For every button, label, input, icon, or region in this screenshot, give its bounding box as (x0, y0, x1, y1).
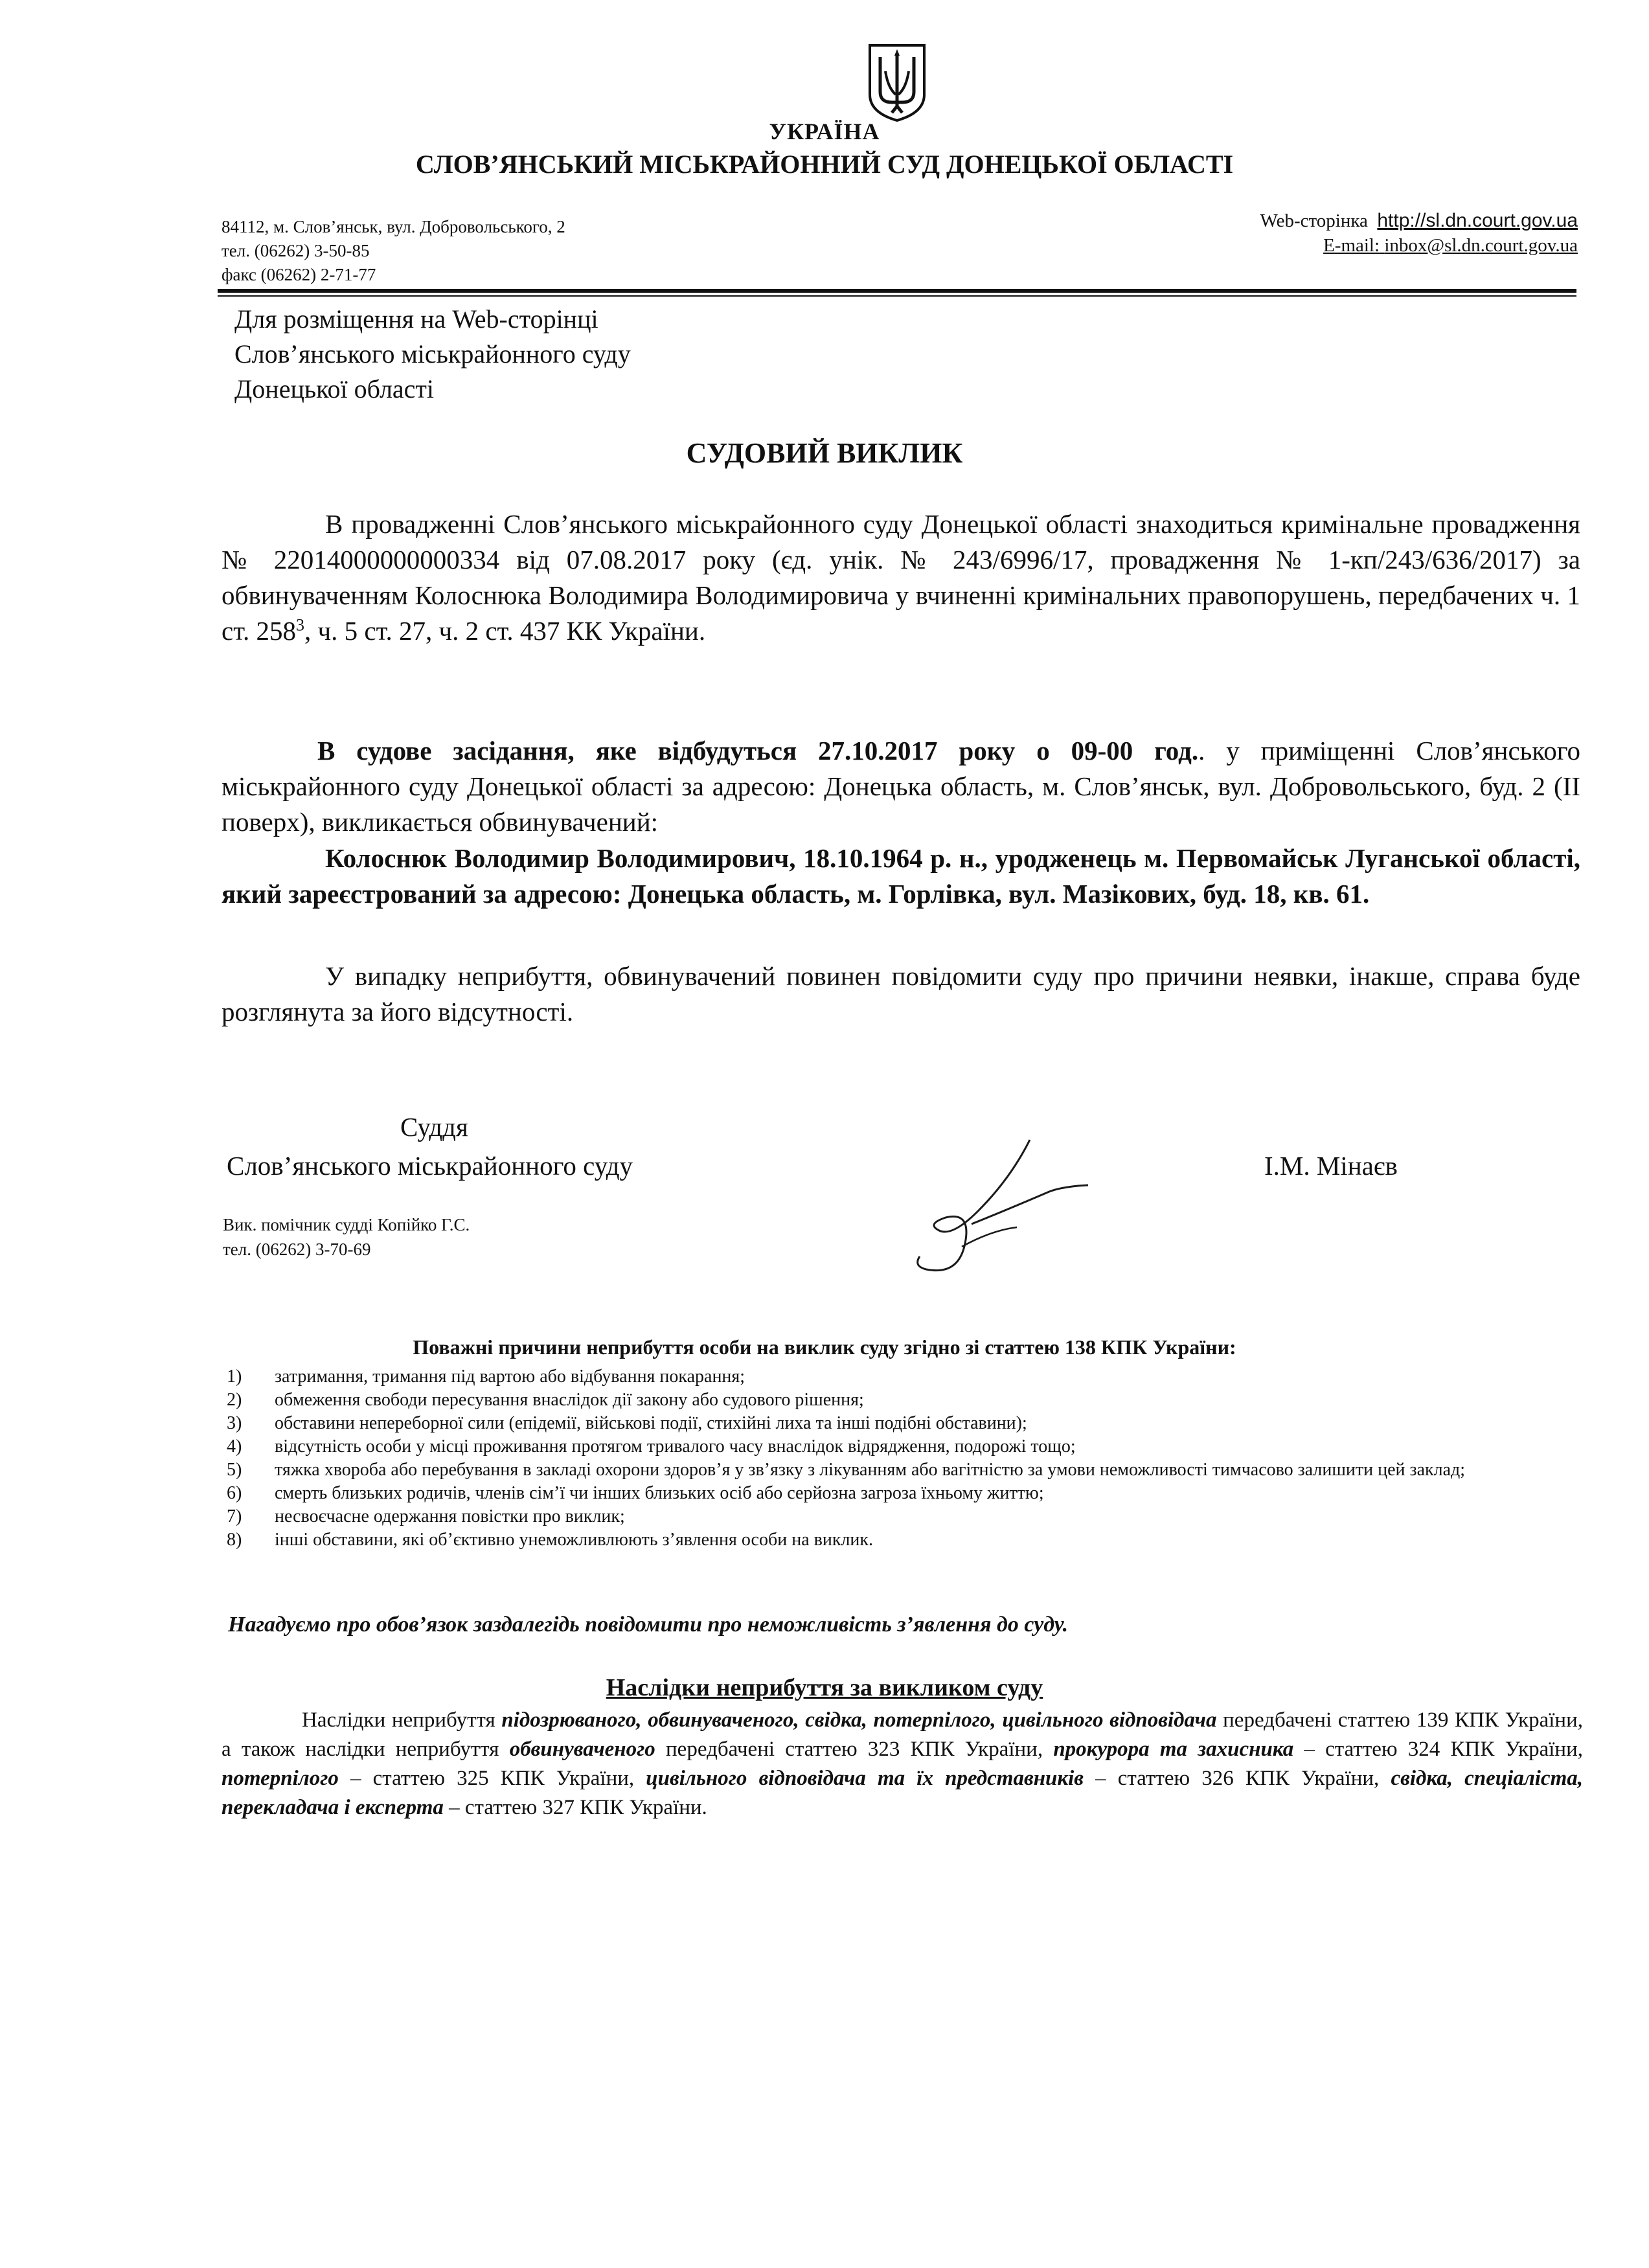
document-title: СУДОВИЙ ВИКЛИК (686, 437, 963, 469)
paragraph-hearing: В судове засідання, яке відбудуться 27.10.2017 року о 09-00 год.. у приміщенні Слов’янського міськрайонного суду Донецької області за адресою: Донецька область, м. Слов’янськ, вул. Добровольського, буд. 2 (ІІ поверх), викликається обвинувачений: (222, 736, 1580, 837)
list-item: 8) інші обставини, які об’єктивно унеможливлюють з’явлення особи на виклик. (227, 1530, 873, 1550)
web-contacts (1260, 209, 1578, 258)
destination-line: Донецької області (234, 374, 435, 403)
court-name-heading: СЛОВ’ЯНСЬКИЙ МІСЬКРАЙОННИЙ СУД ДОНЕЦЬКОЇ ОБЛАСТІ (415, 150, 1234, 179)
court-address: 84112, м. Слов’янськ, вул. Добровольського, 2 (222, 217, 565, 236)
country-heading: УКРАЇНА (769, 119, 880, 144)
destination-block (234, 302, 631, 407)
paragraph-absence: У випадку неприбуття, обвинувачений повинен повідомити суду про причини неявки, інакше, справа буде розглянута за його відсутності. (222, 961, 1580, 1026)
destination-line: Для розміщення на Web-сторінці (234, 304, 598, 334)
reasons-list (227, 1365, 1588, 1552)
list-item: 7) несвоєчасне одержання повістки про виклик; (227, 1506, 625, 1526)
judge-name: І.М. Мінаєв (1264, 1151, 1398, 1181)
signature-icon (900, 1133, 1108, 1289)
judge-role: Суддя (400, 1112, 468, 1142)
header-divider-thick (218, 289, 1576, 293)
web-label: Web-сторінка (1260, 210, 1368, 231)
list-item: 6) смерть близьких родичів, членів сім’ї чи інших близьких осіб або серйозна загроза їхньому життю; (227, 1483, 1044, 1503)
assistant-name: Вик. помічник судді Копійко Г.С. (223, 1215, 470, 1234)
court-contacts (222, 215, 565, 287)
assistant-block (223, 1212, 470, 1262)
paragraph-case: В провадженні Слов’янського міськрайонного суду Донецької області знаходиться кримінальне провадження № 22014000000000334 від 07.08.2017 року (єд. унік. № 243/6996/17, провадження № 1-кп/243/636/2017) за обвинуваченням Колоснюка Володимира Володимировича у вчиненні кримінальних правопорушень, передбачених ч. 1 ст. $258^3$, ч. 5 ст. 27, ч. 2 ст. 437 КК України. (222, 509, 1580, 646)
court-phone: тел. (06262) 3-50-85 (222, 241, 370, 260)
email-label: E-mail: (1323, 235, 1380, 256)
hearing-date: В судове засідання, яке відбудуться 27.10.2017 року о 09-00 год. (317, 736, 1199, 765)
web-url-link[interactable]: http://sl.dn.court.gov.ua (1377, 210, 1578, 231)
list-item: 5) тяжка хвороба або перебування в закладі охорони здоров’я у зв’язку з лікуванням або вагітністю за умови неможливості тимчасово залишити цей заклад; (227, 1460, 1466, 1480)
header-divider-thin (218, 295, 1576, 297)
judge-court: Слов’янського міськрайонного суду (227, 1151, 633, 1181)
assistant-phone: тел. (06262) 3-70-69 (223, 1240, 371, 1259)
reminder-note: Нагадуємо про обов’язок заздалегідь повідомити про неможливість з’явлення до суду. (228, 1613, 1069, 1637)
consequences-paragraph: Наслідки неприбуття підозрюваного, обвинуваченого, свідка, потерпілого, цивільного відповідача передбачені статтею 139 КПК України, а також наслідки неприбуття обвинуваченого передбачені статтею 323 КПК України, прокурора та захисника – статтею 324 КПК України, потерпілого – статтею 325 КПК України, цивільного відповідача та їх представників – статтею 326 КПК України, свідка, спеціаліста, перекладача і експерта – статтею 327 КПК України. (222, 1708, 1583, 1819)
list-item: 1) затримання, тримання під вартою або відбування покарання; (227, 1366, 745, 1387)
paragraph-accused: Колоснюк Володимир Володимирович, 18.10.1964 р. н., уродженець м. Первомайськ Луганської області, який зареєстрований за адресою: Донецька область, м. Горлівка, вул. Мазікових, буд. 18, кв. 61. (222, 843, 1580, 909)
destination-line: Слов’янського міськрайонного суду (234, 339, 631, 369)
coat-of-arms-icon (866, 43, 928, 123)
court-fax: факс (06262) 2-71-77 (222, 265, 376, 284)
consequences-heading: Наслідки неприбуття за викликом суду (606, 1674, 1043, 1701)
email-link[interactable]: inbox@sl.dn.court.gov.ua (1384, 235, 1578, 256)
reasons-heading: Поважні причини неприбуття особи на виклик суду згідно зі статтею 138 КПК України: (413, 1335, 1236, 1359)
list-item: 2) обмеження свободи пересування внаслідок дії закону або судового рішення; (227, 1390, 864, 1410)
list-item: 3) обставини непереборної сили (епідемії, військові події, стихійні лиха та інші подібні обставини); (227, 1413, 1027, 1433)
list-item: 4) відсутність особи у місці проживання протягом тривалого часу внаслідок відрядження, подорожі тощо; (227, 1436, 1076, 1457)
